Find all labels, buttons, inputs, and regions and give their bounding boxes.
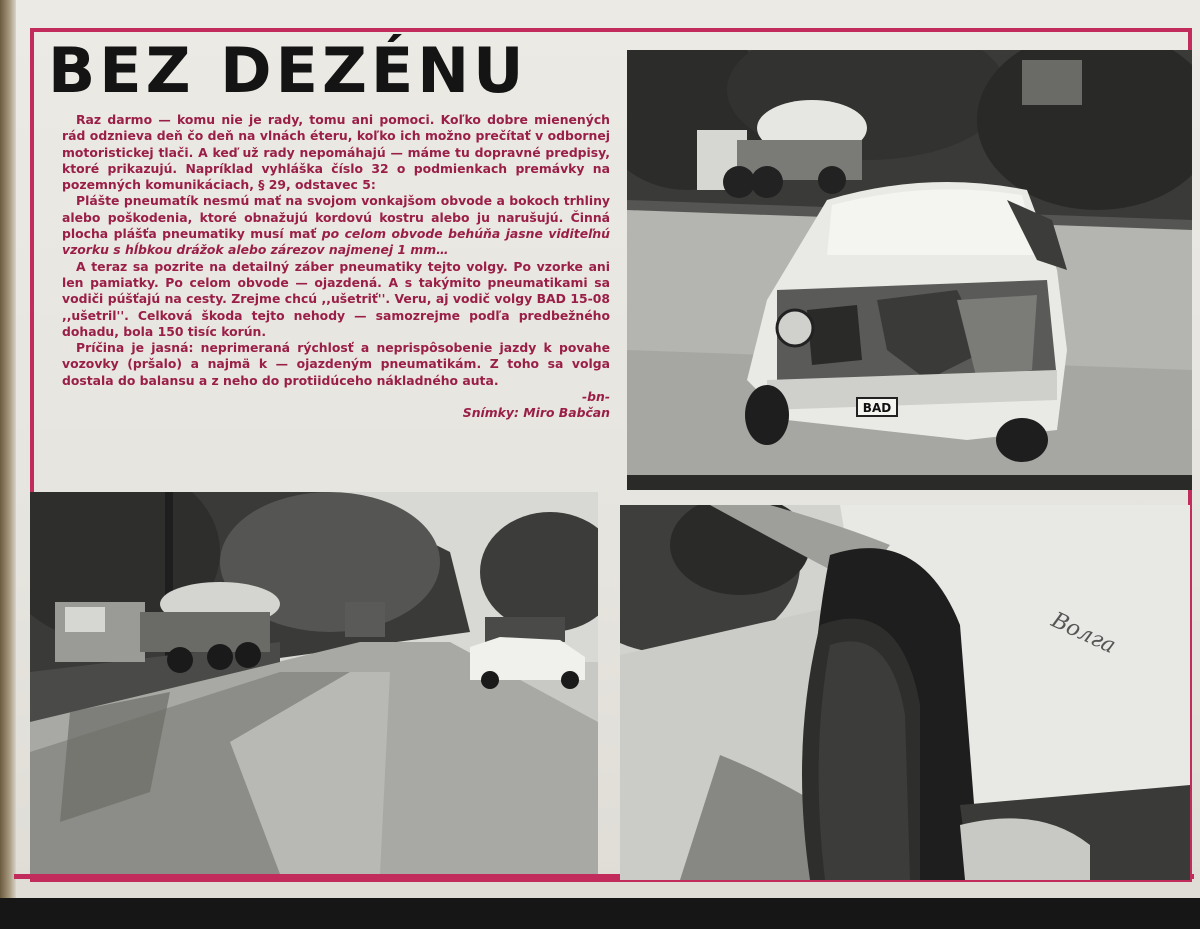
photo-credit: Snímky: Miro Babčan [462,405,610,421]
paragraph-tire-detail: A teraz sa pozrite na detailný záber pneumatiky tejto volgy. Po vzorke ani len pamiatky. Po celom obvode — ojazdená. A s takýmito pneumatikami sa vodiči púšťajú na cesty. Zrejme chcú ,,ušetriť''. Veru, aj vodič volgy BAD 15-08 ,,ušetril''. Celková škoda tejto nehody — samozrejme podľa predbežného dohadu, bola 150 tisíc korún. [62,258,610,339]
paragraph-intro: Raz darmo — komu nie je rady, tomu ani pomoci. Koľko dobre mienených rád odznieva deň čo deň na vlnách éteru, koľko ich možno prečítať v odbornej motoristickej tlači. A keď už rady nepomáhajú — máme tu dopravné predpisy, ktoré prikazujú. Napríklad vyhláška číslo 32 o podmienkach premávky na pozemných komunikáciach, § 29, odstavec 5: [62,112,610,193]
page-binding-edge [0,0,16,929]
photo-accident-road [30,492,598,874]
license-plate-text: BAD [862,401,892,415]
paragraph-cause: Príčina je jasná: neprimeraná rýchlosť a neprispôsobenie jazdy k povahe vozovky (pršalo) a najmä k — ojazdeným pneumatikám. Z toho sa volga dostala do balansu a z neho do protiidúceho nákladného auta. [62,340,610,388]
page-bottom-strip [0,898,1200,929]
photo-bald-tire [620,505,1190,880]
article-headline: BEZ DEZÉNU [48,34,528,107]
paragraph-regulation [62,193,610,258]
article-body [62,112,610,422]
regulation-text: Plášte pneumatík nesmú mať na svojom vonkajšom obvode a bokoch trhliny alebo poškodenia, ktoré obnažujú kordovú kostru alebo ju narušujú. Činná plocha plášťa pneumatiky musí mať [62,193,610,242]
sidewall-script-text: Волга [1047,607,1120,660]
regulation-italic-text: po celom obvode behúňa jasne viditeľnú vzorku s hĺbkou drážok alebo zárezov najmenej 1 mm… [62,226,610,258]
author-initials: -bn- [582,389,610,405]
photo-wrecked-volga [627,50,1192,490]
